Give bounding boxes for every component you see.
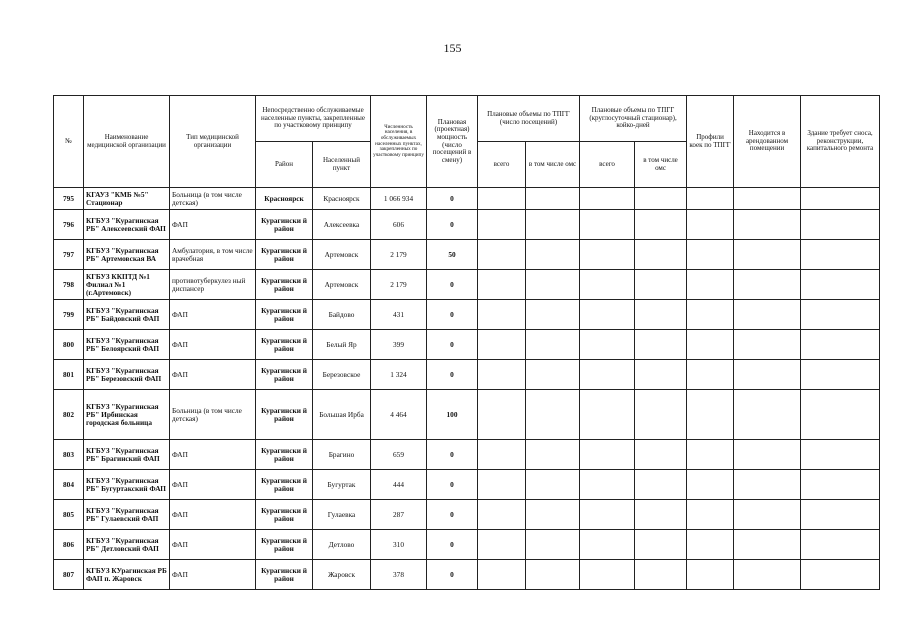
settlement-cell: Артемовск — [313, 240, 371, 270]
empty-cell — [734, 390, 801, 440]
district-cell: Курагински й район — [256, 360, 313, 390]
settlement-cell: Большая Ирба — [313, 390, 371, 440]
empty-cell — [687, 240, 734, 270]
org-type-cell: ФАП — [170, 470, 256, 500]
empty-cell — [635, 500, 687, 530]
empty-cell — [478, 440, 526, 470]
capacity-cell: 0 — [427, 330, 478, 360]
empty-cell — [687, 470, 734, 500]
empty-cell — [687, 360, 734, 390]
org-name-cell: КГБУЗ "Курагинская РБ" Артемовская ВА — [84, 240, 170, 270]
table-row — [54, 470, 880, 500]
header-population: Численность населения, в обслуживаемых населенных пунктах, закрепленных по участковому принципу — [371, 96, 427, 188]
district-cell: Курагински й район — [256, 210, 313, 240]
capacity-cell: 0 — [427, 470, 478, 500]
row-number: 805 — [54, 500, 84, 530]
capacity-cell: 0 — [427, 300, 478, 330]
org-type-cell: ФАП — [170, 360, 256, 390]
empty-cell — [580, 560, 635, 590]
header-planned-bed-days: Плановые объемы по ТПГГ (круглосуточный стационар), койко-дней — [580, 96, 687, 142]
table-row — [54, 300, 880, 330]
empty-cell — [580, 270, 635, 300]
empty-cell — [734, 530, 801, 560]
empty-cell — [687, 530, 734, 560]
capacity-cell: 0 — [427, 270, 478, 300]
org-name-cell: КГБУЗ "Курагинская РБ" Брагинский ФАП — [84, 440, 170, 470]
org-type-cell: Больница (в том числе детская) — [170, 390, 256, 440]
population-cell: 606 — [371, 210, 427, 240]
empty-cell — [478, 300, 526, 330]
header-capacity: Плановая (проектная) мощность (число посещений в смену) — [427, 96, 478, 188]
empty-cell — [635, 330, 687, 360]
empty-cell — [526, 300, 580, 330]
empty-cell — [801, 270, 880, 300]
org-type-cell: ФАП — [170, 440, 256, 470]
empty-cell — [687, 300, 734, 330]
empty-cell — [580, 470, 635, 500]
empty-cell — [635, 300, 687, 330]
header-org-type: Тип медицинской организации — [170, 96, 256, 188]
capacity-cell: 0 — [427, 210, 478, 240]
empty-cell — [526, 500, 580, 530]
empty-cell — [478, 500, 526, 530]
org-type-cell: ФАП — [170, 330, 256, 360]
empty-cell — [687, 440, 734, 470]
empty-cell — [687, 390, 734, 440]
table-row — [54, 390, 880, 440]
empty-cell — [734, 210, 801, 240]
org-name-cell: КГБУЗ "Курагинская РБ" Алексеевский ФАП — [84, 210, 170, 240]
empty-cell — [687, 330, 734, 360]
row-number: 798 — [54, 270, 84, 300]
empty-cell — [478, 390, 526, 440]
settlement-cell: Байдово — [313, 300, 371, 330]
empty-cell — [635, 210, 687, 240]
table-row — [54, 210, 880, 240]
row-number: 795 — [54, 188, 84, 210]
empty-cell — [734, 330, 801, 360]
capacity-cell: 0 — [427, 500, 478, 530]
empty-cell — [580, 530, 635, 560]
org-name-cell: КГБУЗ "Курагинская РБ" Байдовский ФАП — [84, 300, 170, 330]
settlement-cell: Бугуртак — [313, 470, 371, 500]
org-name-cell: КГБУЗ "Курагинская РБ" Детловский ФАП — [84, 530, 170, 560]
row-number: 806 — [54, 530, 84, 560]
org-type-cell: ФАП — [170, 560, 256, 590]
row-number: 799 — [54, 300, 84, 330]
capacity-cell: 0 — [427, 440, 478, 470]
empty-cell — [526, 560, 580, 590]
empty-cell — [526, 470, 580, 500]
table-row — [54, 440, 880, 470]
settlement-cell: Жаровск — [313, 560, 371, 590]
empty-cell — [801, 440, 880, 470]
org-type-cell: ФАП — [170, 210, 256, 240]
empty-cell — [687, 270, 734, 300]
empty-cell — [734, 440, 801, 470]
empty-cell — [478, 240, 526, 270]
header-visits-oms: в том числе омс — [526, 142, 580, 188]
row-number: 800 — [54, 330, 84, 360]
empty-cell — [580, 210, 635, 240]
org-type-cell: Больница (в том числе детская) — [170, 188, 256, 210]
table-row — [54, 360, 880, 390]
empty-cell — [580, 188, 635, 210]
empty-cell — [526, 270, 580, 300]
empty-cell — [478, 210, 526, 240]
empty-cell — [526, 330, 580, 360]
empty-cell — [478, 560, 526, 590]
settlement-cell: Брагино — [313, 440, 371, 470]
empty-cell — [580, 300, 635, 330]
population-cell: 444 — [371, 470, 427, 500]
empty-cell — [801, 330, 880, 360]
org-name-cell: КГБУЗ "Курагинская РБ" Гулаевский ФАП — [84, 500, 170, 530]
population-cell: 4 464 — [371, 390, 427, 440]
org-name-cell: КГБУЗ ККПТД №1 Филиал №1 (г.Артемовск) — [84, 270, 170, 300]
empty-cell — [635, 240, 687, 270]
empty-cell — [526, 530, 580, 560]
org-type-cell: ФАП — [170, 530, 256, 560]
empty-cell — [635, 470, 687, 500]
settlement-cell: Артемовск — [313, 270, 371, 300]
empty-cell — [580, 240, 635, 270]
row-number: 803 — [54, 440, 84, 470]
empty-cell — [478, 270, 526, 300]
empty-cell — [801, 188, 880, 210]
capacity-cell: 50 — [427, 240, 478, 270]
district-cell: Курагински й район — [256, 470, 313, 500]
header-served-points: Непосредственно обслуживаемые населенные пункты, закрепленные по участковому принципу — [256, 96, 371, 142]
org-name-cell: КГБУЗ "Курагинская РБ" Березовский ФАП — [84, 360, 170, 390]
district-cell: Курагински й район — [256, 330, 313, 360]
org-type-cell: ФАП — [170, 300, 256, 330]
capacity-cell: 100 — [427, 390, 478, 440]
org-type-cell: ФАП — [170, 500, 256, 530]
empty-cell — [526, 390, 580, 440]
empty-cell — [734, 188, 801, 210]
settlement-cell: Красноярск — [313, 188, 371, 210]
empty-cell — [478, 530, 526, 560]
empty-cell — [526, 188, 580, 210]
header-visits-total: всего — [478, 142, 526, 188]
capacity-cell: 0 — [427, 530, 478, 560]
empty-cell — [526, 360, 580, 390]
header-district: Район — [256, 142, 313, 188]
header-org-name: Наименование медицинской организации — [84, 96, 170, 188]
empty-cell — [734, 360, 801, 390]
header-bed-profiles: Профили коек по ТПГГ — [687, 96, 734, 188]
empty-cell — [734, 500, 801, 530]
org-name-cell: КГБУЗ "Курагинская РБ" Бугуртакский ФАП — [84, 470, 170, 500]
empty-cell — [478, 470, 526, 500]
table-row — [54, 240, 880, 270]
settlement-cell: Алексеевка — [313, 210, 371, 240]
table-row — [54, 500, 880, 530]
empty-cell — [580, 360, 635, 390]
population-cell: 287 — [371, 500, 427, 530]
empty-cell — [801, 210, 880, 240]
row-number: 796 — [54, 210, 84, 240]
settlement-cell: Гулаевка — [313, 500, 371, 530]
empty-cell — [734, 270, 801, 300]
empty-cell — [635, 390, 687, 440]
empty-cell — [526, 240, 580, 270]
header-needs-demolition: Здание требует сноса, реконструкции, капитального ремонта — [801, 96, 880, 188]
district-cell: Курагински й район — [256, 240, 313, 270]
empty-cell — [635, 188, 687, 210]
row-number: 804 — [54, 470, 84, 500]
population-cell: 2 179 — [371, 270, 427, 300]
empty-cell — [734, 560, 801, 590]
org-type-cell: Амбулатория, в том числе врачебная — [170, 240, 256, 270]
empty-cell — [801, 390, 880, 440]
org-name-cell: КГБУЗ "Курагинская РБ" Белоярский ФАП — [84, 330, 170, 360]
empty-cell — [801, 470, 880, 500]
settlement-cell: Детлово — [313, 530, 371, 560]
header-beds-total: всего — [580, 142, 635, 188]
empty-cell — [734, 300, 801, 330]
population-cell: 310 — [371, 530, 427, 560]
header-settlement: Населенный пункт — [313, 142, 371, 188]
population-cell: 399 — [371, 330, 427, 360]
empty-cell — [687, 500, 734, 530]
row-number: 802 — [54, 390, 84, 440]
empty-cell — [635, 440, 687, 470]
row-number: 801 — [54, 360, 84, 390]
header-rented: Находится в арендованном помещении — [734, 96, 801, 188]
table-row — [54, 188, 880, 210]
empty-cell — [801, 240, 880, 270]
table-row — [54, 530, 880, 560]
population-cell: 2 179 — [371, 240, 427, 270]
empty-cell — [635, 530, 687, 560]
table-row — [54, 560, 880, 590]
population-cell: 431 — [371, 300, 427, 330]
population-cell: 1 324 — [371, 360, 427, 390]
header-no: № — [54, 96, 84, 188]
population-cell: 659 — [371, 440, 427, 470]
empty-cell — [687, 560, 734, 590]
district-cell: Курагински й район — [256, 270, 313, 300]
empty-cell — [580, 500, 635, 530]
table-row — [54, 330, 880, 360]
capacity-cell: 0 — [427, 360, 478, 390]
empty-cell — [635, 360, 687, 390]
facilities-table — [53, 95, 880, 590]
district-cell: Курагински й район — [256, 500, 313, 530]
district-cell: Красноярск — [256, 188, 313, 210]
org-name-cell: КГАУЗ "КМБ №5" Стационар — [84, 188, 170, 210]
header-beds-oms: в том числе омс — [635, 142, 687, 188]
empty-cell — [734, 240, 801, 270]
empty-cell — [687, 188, 734, 210]
table-row — [54, 270, 880, 300]
empty-cell — [580, 330, 635, 360]
empty-cell — [801, 300, 880, 330]
empty-cell — [478, 360, 526, 390]
empty-cell — [687, 210, 734, 240]
empty-cell — [478, 330, 526, 360]
population-cell: 1 066 934 — [371, 188, 427, 210]
settlement-cell: Белый Яр — [313, 330, 371, 360]
district-cell: Курагински й район — [256, 440, 313, 470]
district-cell: Курагински й район — [256, 300, 313, 330]
empty-cell — [526, 440, 580, 470]
settlement-cell: Березовское — [313, 360, 371, 390]
empty-cell — [580, 440, 635, 470]
header-planned-visits: Плановые объемы по ТПГГ (число посещений) — [478, 96, 580, 142]
org-type-cell: противотуберкулез ный диспансер — [170, 270, 256, 300]
district-cell: Курагински й район — [256, 560, 313, 590]
population-cell: 378 — [371, 560, 427, 590]
row-number: 797 — [54, 240, 84, 270]
empty-cell — [580, 390, 635, 440]
page-number: 155 — [443, 41, 462, 55]
org-name-cell: КГБУЗ КУрагинская РБ ФАП п. Жаровск — [84, 560, 170, 590]
empty-cell — [801, 530, 880, 560]
org-name-cell: КГБУЗ "Курагинская РБ" Ирбинская городская больница — [84, 390, 170, 440]
empty-cell — [635, 270, 687, 300]
empty-cell — [801, 500, 880, 530]
district-cell: Курагински й район — [256, 530, 313, 560]
district-cell: Курагински й район — [256, 390, 313, 440]
empty-cell — [635, 560, 687, 590]
empty-cell — [526, 210, 580, 240]
empty-cell — [734, 470, 801, 500]
empty-cell — [478, 188, 526, 210]
capacity-cell: 0 — [427, 560, 478, 590]
row-number: 807 — [54, 560, 84, 590]
empty-cell — [801, 360, 880, 390]
empty-cell — [801, 560, 880, 590]
capacity-cell: 0 — [427, 188, 478, 210]
